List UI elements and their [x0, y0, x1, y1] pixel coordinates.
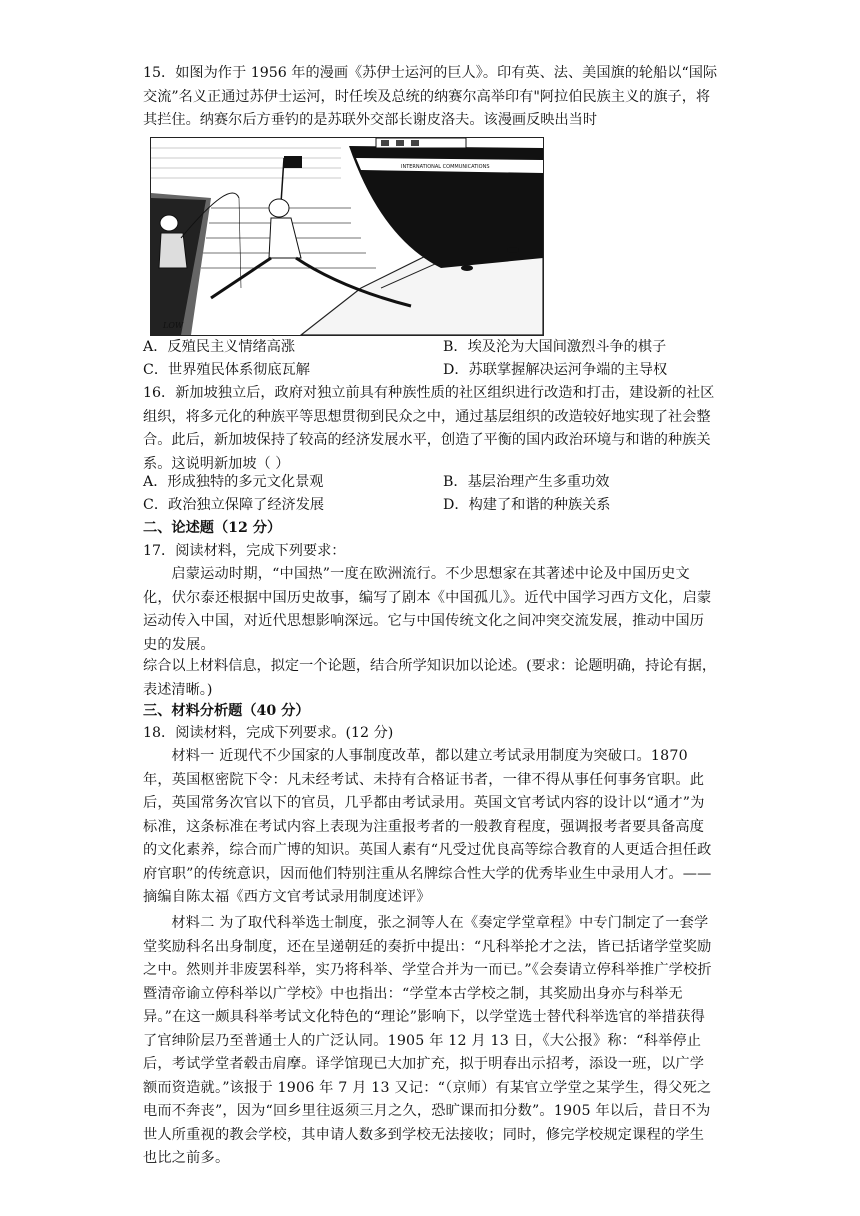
q15-option-a[interactable]: A．反殖民主义情绪高涨 — [143, 339, 296, 355]
q15-option-b[interactable]: B．埃及沦为大国间激烈斗争的棋子 — [443, 339, 667, 355]
q17-intro: 17．阅读材料，完成下列要求： — [143, 543, 346, 559]
ship-label: INTERNATIONAL COMMUNICATIONS — [401, 164, 490, 170]
q15-options-row-2 — [143, 359, 718, 382]
q16-options-row-2 — [143, 494, 718, 517]
q18-material-2: 材料二 为了取代科举选士制度，张之洞等人在《奏定学堂章程》中专门制定了一套学堂奖励科名出身制度，还在呈递朝廷的奏折中提出：“凡科举抡才之法，皆已括诸学堂奖励之中。然则并非废罢科举，实乃将科举、学堂合并为一而已。”《会奏请立停科举推广学校折暨清帝谕立停科举以广学校》中也指出：“学堂本古学校之制，其奖励出身亦与科举无异。”在这一颇具科举考试文化特色的“理论”影响下，以学堂选士替代科举选官的举措获得了官绅阶层乃至普通士人的广泛认同。1905 年 12 月 13 日，《大公报》称：“科举停止后，考试学堂者毂击肩摩。译学馆现已大加扩充，拟于明春出示招考，添设一班，以广学额而资造就。”该报于 1906 年 7 月 13 又记：“（京师）有某官立学堂之某学生，得父死之电而不奔丧”，因为“回乡里往返须三月之久，恐旷课而扣分数”。1905 年以后，昔日不为世人所重视的教会学校，其申请人数多到学校无法接收；同时，修完学校规定课程的学生也比之前多。 — [143, 915, 712, 1166]
section2-heading: 二、论述题（12 分） — [143, 520, 282, 536]
cartoonist-signature: LOW — [163, 321, 184, 330]
q16-stem: 16．新加坡独立后，政府对独立前具有种族性质的社区组织进行改造和打击，建设新的社区组织，将多元化的种族平等思想贯彻到民众之中，通过基层组织的改造较好地实现了社会整合。此后，新加坡保持了较高的经济发展水平，创造了平衡的国内政治环境与和谐的种族关系。这说明新加坡（ ） — [143, 385, 715, 472]
q18-material-1: 材料一 近现代不少国家的人事制度改革，都以建立考试录用制度为突破口。1870 年，英国枢密院下令：凡未经考试、未持有合格证书者，一律不得从事任何事务官职。此后，英国常务次官以下的官员，几乎都由考试录用。英国文官考试内容的设计以“通才”为标准，这条标准在考试内容上表现为注重报考者的一般教育程度，强调报考者要具备高度的文化素养，综合而广博的知识。英国人素有“凡受过优良高等综合教育的人更适合担任政府官职”的传统意识，因而他们特别注重从名牌综合性大学的优秀毕业生中录用人才。——摘编自陈太福《西方文官考试录用制度述评》 — [143, 748, 712, 905]
q16-option-c[interactable]: C．政治独立保障了经济发展 — [143, 497, 325, 513]
q16-option-d[interactable]: D．构建了和谐的种族关系 — [443, 497, 611, 513]
cartoon-drawing — [151, 138, 543, 335]
q15-option-c[interactable]: C．世界殖民体系彻底瓦解 — [143, 362, 310, 378]
section3-heading: 三、材料分析题（40 分） — [143, 703, 310, 719]
q16-options-row-1 — [143, 471, 718, 494]
q17-material: 启蒙运动时期，“中国热”一度在欧洲流行。不少思想家在其著述中论及中国历史文化，伏尔泰还根据中国历史故事，编写了剧本《中国孤儿》。近代中国学习西方文化，启蒙运动传入中国，对近代思想影响深远。它与中国传统文化之间冲突交流发展，推动中国历史的发展。 — [143, 566, 712, 653]
q15-option-d[interactable]: D．苏联掌握解决运河争端的主导权 — [443, 362, 668, 378]
q16-option-b[interactable]: B．基层治理产生多重功效 — [443, 474, 610, 490]
q17-task: 综合以上材料信息，拟定一个论题，结合所学知识加以论述。(要求：论题明确，持论有据，表述清晰。) — [143, 658, 717, 698]
q16-option-a[interactable]: A．形成独特的多元文化景观 — [143, 474, 324, 490]
suez-cartoon-image — [150, 137, 544, 336]
q18-intro: 18．阅读材料，完成下列要求。(12 分) — [143, 725, 394, 741]
q15-stem: 15．如图为作于 1956 年的漫画《苏伊士运河的巨人》。印有英、法、美国旗的轮船以“国际交流”名义正通过苏伊士运河，时任埃及总统的纳赛尔高举印有"阿拉伯民族主义的旗子，将其拦住。纳赛尔后方垂钓的是苏联外交部长谢皮洛夫。该漫画反映出当时 — [143, 65, 718, 128]
q15-options-row-1 — [143, 336, 718, 359]
